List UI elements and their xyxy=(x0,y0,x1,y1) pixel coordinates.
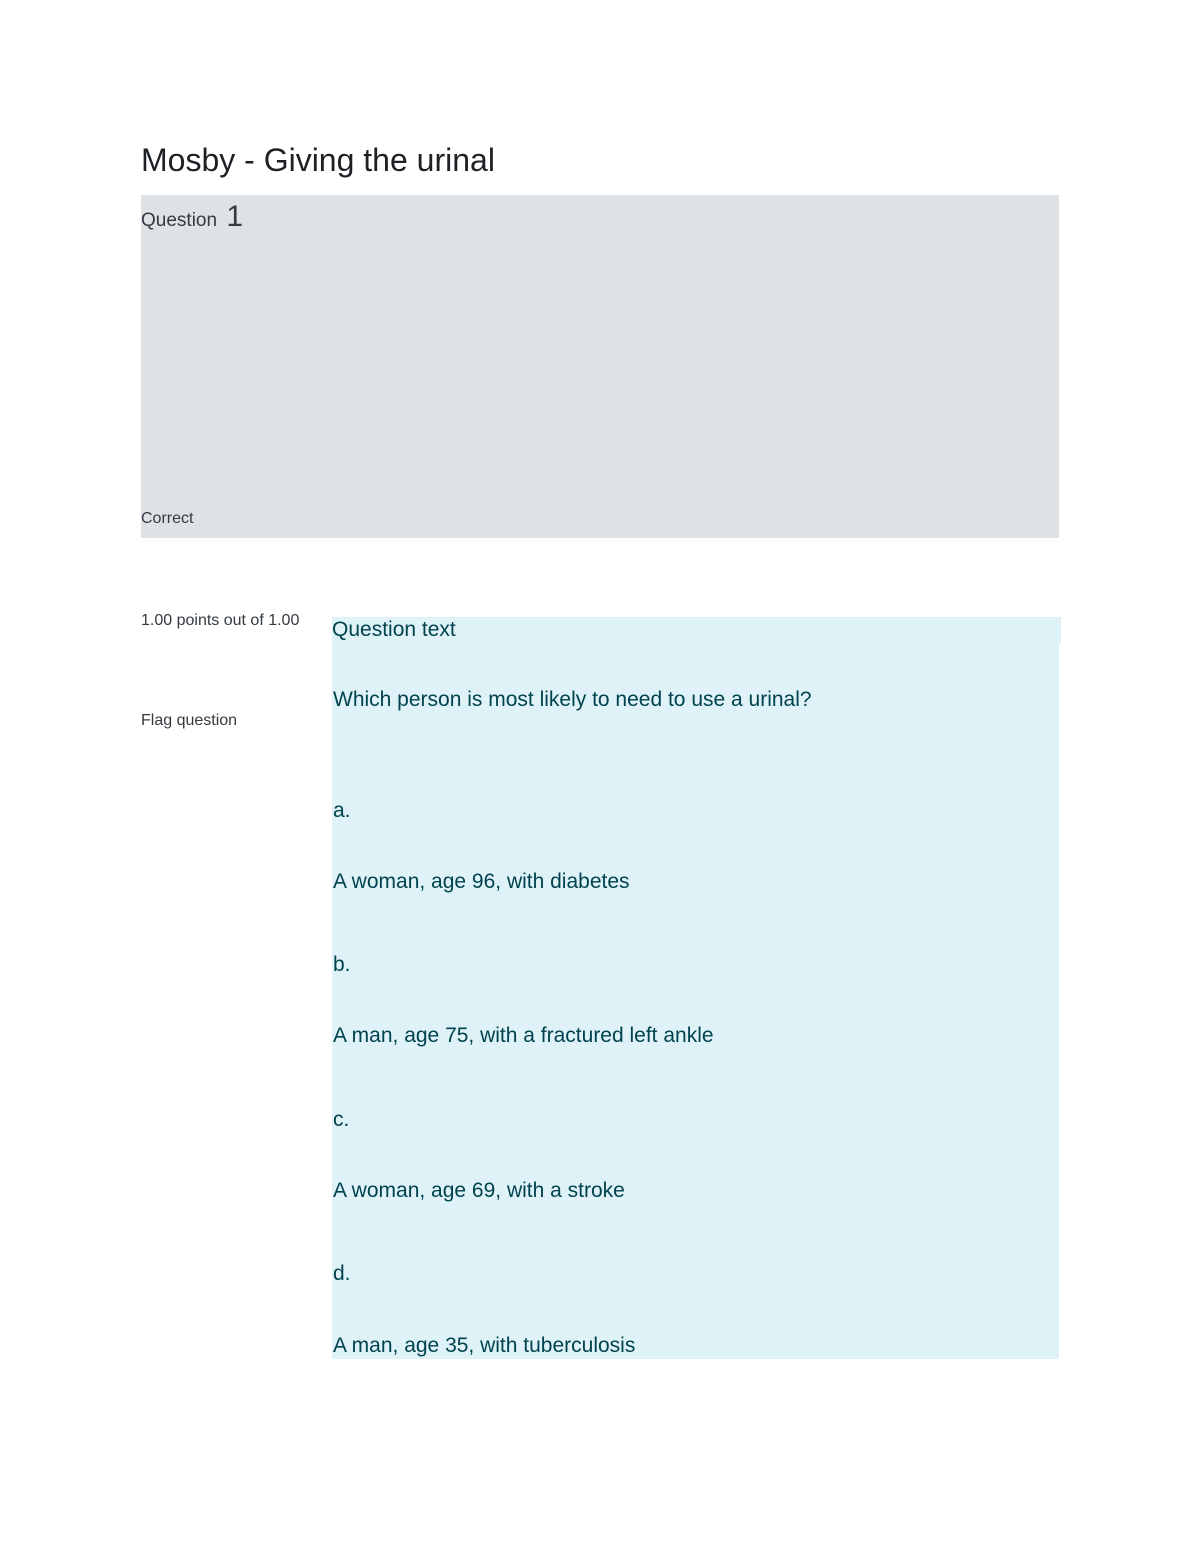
question-number: 1 xyxy=(226,200,244,233)
page-title: Mosby - Giving the urinal xyxy=(141,142,495,178)
question-content-panel xyxy=(332,617,1059,1359)
question-label: Question xyxy=(141,210,218,231)
question-grade: 1.00 points out of 1.00 xyxy=(141,612,300,629)
answer-d-text[interactable]: A man, age 35, with tuberculosis xyxy=(333,1334,636,1357)
question-heading xyxy=(141,195,243,243)
answer-a-letter[interactable]: a. xyxy=(333,799,351,822)
answer-c-text[interactable]: A woman, age 69, with a stroke xyxy=(333,1179,625,1202)
question-text-header: Question text xyxy=(332,617,1061,643)
answer-a-text[interactable]: A woman, age 96, with diabetes xyxy=(333,870,630,893)
question-state: Correct xyxy=(141,510,194,527)
answer-b-text[interactable]: A man, age 75, with a fractured left ankle xyxy=(333,1024,714,1047)
question-text: Which person is most likely to need to use a urinal? xyxy=(333,688,812,711)
flag-question-link[interactable]: Flag question xyxy=(141,712,238,729)
answer-d-letter[interactable]: d. xyxy=(333,1262,351,1285)
answer-b-letter[interactable]: b. xyxy=(333,953,351,976)
answer-c-letter[interactable]: c. xyxy=(333,1108,350,1131)
